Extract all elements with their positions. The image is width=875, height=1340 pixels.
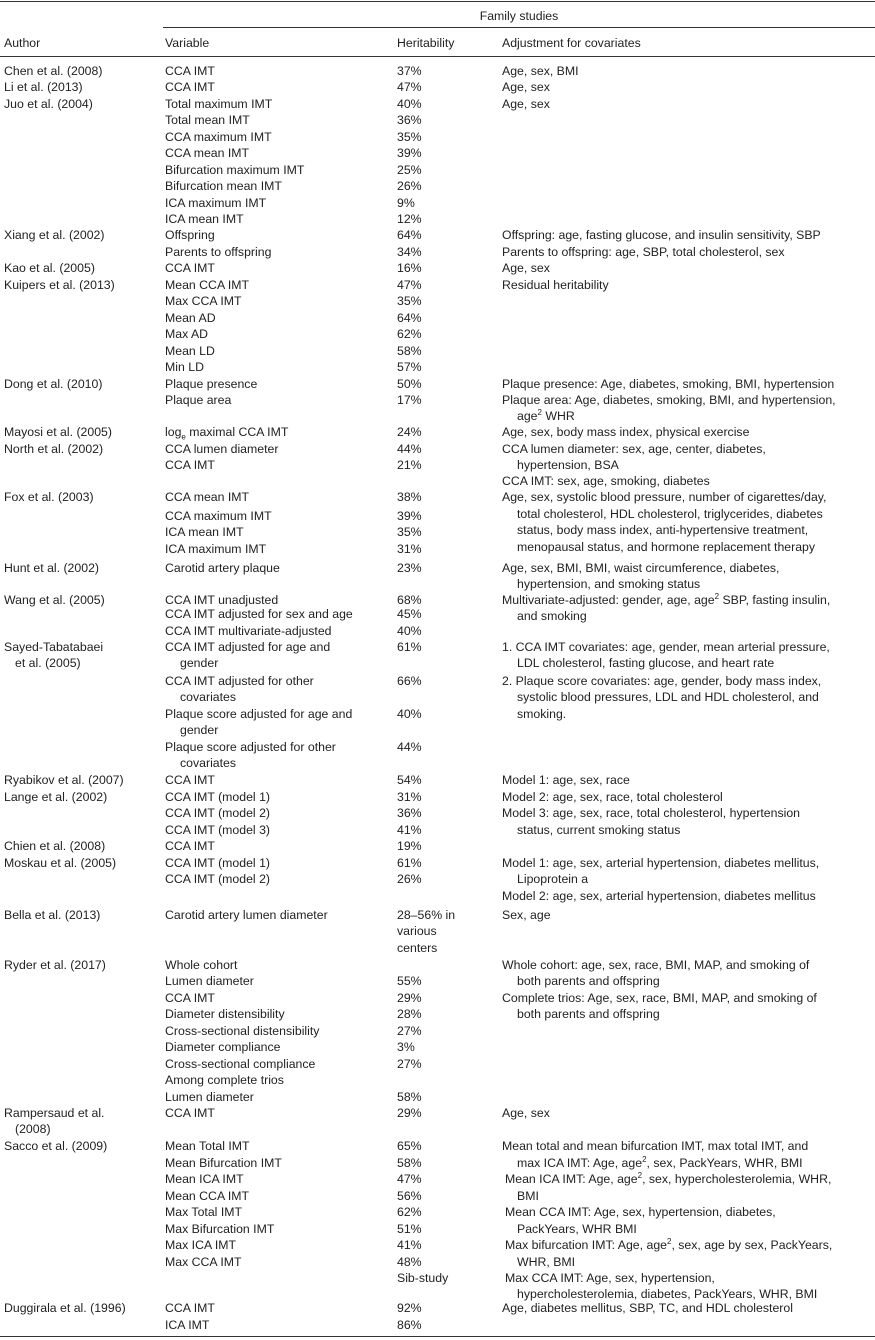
heritability-cell: 44% bbox=[397, 442, 422, 456]
heritability-cell: 65% bbox=[397, 1139, 422, 1153]
variable-cell: CCA IMT adjusted for age and bbox=[165, 640, 331, 654]
heritability-cell: 29% bbox=[397, 991, 422, 1005]
variable-cell: Parents to offspring bbox=[165, 245, 272, 259]
variable-cell: CCA IMT bbox=[165, 1106, 215, 1120]
adjustment-cell: Age, sex, BMI bbox=[502, 64, 579, 78]
adjustment-cell: Age, sex, body mass index, physical exercise bbox=[502, 425, 750, 439]
adjustment-cell: WHR, BMI bbox=[517, 1255, 576, 1269]
heritability-cell: 47% bbox=[397, 1172, 422, 1186]
variable-cell: CCA IMT (model 1) bbox=[165, 856, 271, 870]
variable-cell: CCA IMT unadjusted bbox=[165, 593, 279, 607]
heritability-cell: 16% bbox=[397, 261, 422, 275]
adjustment-cell: total cholesterol, HDL cholesterol, triglycerides, diabetes bbox=[517, 507, 823, 521]
variable-cell: Max CCA IMT bbox=[165, 294, 242, 308]
author-cell: (2008) bbox=[15, 1122, 51, 1136]
column-header-heritability: Heritability bbox=[397, 36, 455, 50]
heritability-cell: 21% bbox=[397, 458, 422, 472]
heritability-cell: 54% bbox=[397, 773, 422, 787]
heritability-cell: 40% bbox=[397, 97, 422, 111]
heritability-cell: 3% bbox=[397, 1040, 415, 1054]
adjustment-cell: BMI bbox=[517, 1189, 539, 1203]
heritability-cell: 47% bbox=[397, 278, 422, 292]
author-cell: North et al. (2002) bbox=[4, 442, 104, 456]
adjustment-cell: Parents to offspring: age, SBP, total cholesterol, sex bbox=[502, 245, 785, 259]
table-top-rule bbox=[0, 1, 875, 2]
heritability-cell: 35% bbox=[397, 130, 422, 144]
variable-cell: Cross-sectional distensibility bbox=[165, 1024, 320, 1038]
variable-cell: Plaque score adjusted for other bbox=[165, 740, 336, 754]
author-cell: Chien et al. (2008) bbox=[4, 839, 106, 853]
adjustment-cell: hypertension, BSA bbox=[517, 458, 619, 472]
adjustment-cell bbox=[505, 1171, 831, 1187]
variable-cell: CCA IMT (model 2) bbox=[165, 872, 271, 886]
author-cell: Wang et al. (2005) bbox=[4, 593, 105, 607]
heritability-cell: 64% bbox=[397, 228, 422, 242]
group-header: Family studies bbox=[479, 9, 559, 23]
variable-cell: covariates bbox=[180, 756, 237, 770]
variable-cell: Max AD bbox=[165, 327, 209, 341]
adjustment-cell bbox=[505, 1237, 832, 1253]
variable-cell: ICA maximum IMT bbox=[165, 196, 267, 210]
variable-cell: Diameter distensibility bbox=[165, 1007, 285, 1021]
adjustment-cell: hypertension, and smoking status bbox=[517, 577, 701, 591]
heritability-cell: 86% bbox=[397, 1318, 422, 1332]
variable-cell: CCA IMT bbox=[165, 458, 215, 472]
variable-cell: ICA mean IMT bbox=[165, 525, 244, 539]
heritability-cell: 41% bbox=[397, 823, 422, 837]
author-cell: Juo et al. (2004) bbox=[4, 97, 93, 111]
heritability-cell: 25% bbox=[397, 163, 422, 177]
author-cell: et al. (2005) bbox=[15, 656, 81, 670]
adjustment-cell: Age, diabetes mellitus, SBP, TC, and HDL cholesterol bbox=[502, 1301, 793, 1315]
heritability-cell: 62% bbox=[397, 327, 422, 341]
adjustment-cell: Mean CCA IMT: Age, sex, hypertension, diabetes, bbox=[505, 1205, 776, 1219]
squared-superscript: 2 bbox=[667, 1236, 672, 1246]
adjustment-cell: Mean total and mean bifurcation IMT, max total IMT, and bbox=[502, 1139, 809, 1153]
variable-cell: Bifurcation mean IMT bbox=[165, 179, 282, 193]
adjustment-cell: Residual heritability bbox=[502, 278, 609, 292]
heritability-cell: 36% bbox=[397, 113, 422, 127]
adjustment-cell: Age, sex bbox=[502, 97, 550, 111]
age-text: age bbox=[517, 409, 538, 423]
heritability-cell: 47% bbox=[397, 80, 422, 94]
adjustment-cell: Offspring: age, fasting glucose, and insulin sensitivity, SBP bbox=[502, 228, 821, 242]
adjustment-cell: systolic blood pressures, LDL and HDL cholesterol, and bbox=[517, 690, 819, 704]
variable-cell bbox=[165, 424, 288, 440]
author-cell: Dong et al. (2010) bbox=[4, 377, 103, 391]
heritability-cell: 12% bbox=[397, 212, 422, 226]
adjustment-cell: 2. Plaque score covariates: age, gender, body mass index, bbox=[502, 674, 822, 688]
variable-cell: CCA IMT (model 3) bbox=[165, 823, 271, 837]
heritability-cell: 26% bbox=[397, 872, 422, 886]
variable-cell: CCA mean IMT bbox=[165, 146, 250, 160]
adjustment-cell: Model 2: age, sex, arterial hypertension, diabetes mellitus bbox=[502, 889, 816, 903]
adjustment-cell: 1. CCA IMT covariates: age, gender, mean arterial pressure, bbox=[502, 640, 830, 654]
adjustment-cell: both parents and offspring bbox=[517, 974, 660, 988]
variable-cell: Total maximum IMT bbox=[165, 97, 273, 111]
variable-cell: Max ICA IMT bbox=[165, 1238, 237, 1252]
heritability-cell: 57% bbox=[397, 360, 422, 374]
adjustment-cell: Age, sex, systolic blood pressure, number of cigarettes/day, bbox=[502, 490, 827, 504]
adjustment-cell: Age, sex bbox=[502, 80, 550, 94]
adjustment-cell: Whole cohort: age, sex, race, BMI, MAP, and smoking of bbox=[502, 958, 810, 972]
variable-cell: Cross-sectional compliance bbox=[165, 1057, 316, 1071]
adjustment-cell: Model 1: age, sex, race bbox=[502, 773, 630, 787]
variable-cell: Among complete trios bbox=[165, 1073, 284, 1087]
variable-cell: CCA lumen diameter bbox=[165, 442, 279, 456]
heritability-cell: 58% bbox=[397, 344, 422, 358]
mean-ica-text: Mean ICA IMT: Age, age bbox=[505, 1172, 638, 1186]
heritability-cell: 19% bbox=[397, 839, 422, 853]
mean-ica-rest: , sex, hypercholesterolemia, WHR, bbox=[642, 1172, 832, 1186]
adjustment-cell: hypercholesterolemia, diabetes, PackYears, WHR, BMI bbox=[517, 1287, 818, 1301]
heritability-cell: 48% bbox=[397, 1255, 422, 1269]
variable-cell: Max Bifurcation IMT bbox=[165, 1222, 275, 1236]
adjustment-cell: Age, sex bbox=[502, 1106, 550, 1120]
adjustment-cell: and smoking bbox=[517, 609, 587, 623]
heritability-cell: 50% bbox=[397, 377, 422, 391]
heritability-cell: 23% bbox=[397, 561, 422, 575]
author-cell: Ryder et al. (2017) bbox=[4, 958, 106, 972]
variable-cell: Whole cohort bbox=[165, 958, 238, 972]
adjustment-cell: status, body mass index, anti-hypertensive treatment, bbox=[517, 523, 809, 537]
variable-cell: CCA IMT (model 2) bbox=[165, 806, 271, 820]
heritability-cell: 31% bbox=[397, 542, 422, 556]
variable-cell: CCA IMT multivariate-adjusted bbox=[165, 624, 332, 638]
heritability-cell: 27% bbox=[397, 1057, 422, 1071]
variable-cell: Mean LD bbox=[165, 344, 215, 358]
heritability-cell: 62% bbox=[397, 1205, 422, 1219]
author-cell: Fox et al. (2003) bbox=[4, 490, 94, 504]
squared-superscript: 2 bbox=[642, 1154, 647, 1164]
variable-cell: CCA maximum IMT bbox=[165, 509, 272, 523]
variable-cell: ICA mean IMT bbox=[165, 212, 244, 226]
variable-cell: Total mean IMT bbox=[165, 113, 250, 127]
variable-cell: CCA mean IMT bbox=[165, 490, 250, 504]
adjustment-cell: both parents and offspring bbox=[517, 1007, 660, 1021]
heritability-cell: 36% bbox=[397, 806, 422, 820]
variable-cell: Mean Bifurcation IMT bbox=[165, 1156, 282, 1170]
heritability-cell: 35% bbox=[397, 294, 422, 308]
adjustment-cell: Sex, age bbox=[502, 908, 551, 922]
variable-cell: CCA IMT bbox=[165, 80, 215, 94]
column-header-variable: Variable bbox=[165, 36, 210, 50]
variable-cell: CCA IMT bbox=[165, 1301, 215, 1315]
author-cell: Hunt et al. (2002) bbox=[4, 561, 100, 575]
heritability-cell: 66% bbox=[397, 674, 422, 688]
adjustment-cell bbox=[517, 408, 575, 424]
author-cell: Kuipers et al. (2013) bbox=[4, 278, 115, 292]
variable-cell: Lumen diameter bbox=[165, 1090, 254, 1104]
heritability-cell: 28–56% in bbox=[397, 908, 456, 922]
variable-cell: Mean Total IMT bbox=[165, 1139, 250, 1153]
heritability-cell: 34% bbox=[397, 245, 422, 259]
heritability-cell: 45% bbox=[397, 607, 422, 621]
max-bifurcation-text: Max bifurcation IMT: Age, age bbox=[505, 1238, 667, 1252]
adjustment-cell: Model 3: age, sex, race, total cholesterol, hypertension bbox=[502, 806, 801, 820]
adjustment-cell: CCA lumen diameter: sex, age, center, diabetes, bbox=[502, 442, 766, 456]
adjustment-cell bbox=[517, 1155, 803, 1171]
adjustment-cell: Age, sex, BMI, BMI, waist circumference, diabetes, bbox=[502, 561, 780, 575]
heritability-cell: 61% bbox=[397, 856, 422, 870]
heritability-cell: 40% bbox=[397, 707, 422, 721]
variable-cell: CCA IMT bbox=[165, 991, 215, 1005]
author-cell: Mayosi et al. (2005) bbox=[4, 425, 112, 439]
adjustment-cell: Complete trios: Age, sex, race, BMI, MAP, and smoking of bbox=[502, 991, 817, 1005]
table-bottom-rule bbox=[0, 1336, 875, 1337]
variable-cell: Diameter compliance bbox=[165, 1040, 281, 1054]
variable-cell: Mean CCA IMT bbox=[165, 1189, 250, 1203]
adjustment-cell: Model 2: age, sex, race, total cholesterol bbox=[502, 790, 723, 804]
author-cell: Chen et al. (2008) bbox=[4, 64, 103, 78]
adjustment-cell: status, current smoking status bbox=[517, 823, 681, 837]
heritability-cell: 61% bbox=[397, 640, 422, 654]
max-bifurcation-rest: , sex, age by sex, PackYears, bbox=[671, 1238, 833, 1252]
author-cell: Xiang et al. (2002) bbox=[4, 228, 105, 242]
heritability-cell: 55% bbox=[397, 974, 422, 988]
heritability-cell: 29% bbox=[397, 1106, 422, 1120]
heritability-cell: centers bbox=[397, 941, 438, 955]
author-cell: Rampersaud et al. bbox=[4, 1106, 105, 1120]
adjustment-cell: LDL cholesterol, fasting glucose, and heart rate bbox=[517, 656, 775, 670]
variable-cell: CCA IMT bbox=[165, 773, 215, 787]
variable-cell: Mean ICA IMT bbox=[165, 1172, 244, 1186]
heritability-cell: 39% bbox=[397, 146, 422, 160]
author-cell: Sayed-Tabatabaei bbox=[4, 640, 104, 654]
variable-cell: Plaque score adjusted for age and bbox=[165, 707, 353, 721]
heritability-cell: 27% bbox=[397, 1024, 422, 1038]
variable-cell: CCA IMT (model 1) bbox=[165, 790, 271, 804]
heritability-cell: Sib-study bbox=[397, 1271, 449, 1285]
multivariate-rest: SBP, fasting insulin, bbox=[719, 593, 831, 607]
header-bottom-rule bbox=[0, 56, 875, 57]
heritability-cell: 41% bbox=[397, 1238, 422, 1252]
variable-cell: Mean CCA IMT bbox=[165, 278, 250, 292]
column-header-adjustment: Adjustment for covariates bbox=[502, 36, 641, 50]
heritability-cell: 24% bbox=[397, 425, 422, 439]
variable-cell: Max Total IMT bbox=[165, 1205, 242, 1219]
variable-cell: Offspring bbox=[165, 228, 215, 242]
heritability-cell: 40% bbox=[397, 624, 422, 638]
author-cell: Lange et al. (2002) bbox=[4, 790, 108, 804]
adjustment-cell: Lipoprotein a bbox=[517, 872, 589, 886]
variable-cell: Lumen diameter bbox=[165, 974, 254, 988]
variable-cell: covariates bbox=[180, 690, 237, 704]
heritability-cell: 31% bbox=[397, 790, 422, 804]
adjustment-cell: CCA IMT: sex, age, smoking, diabetes bbox=[502, 474, 710, 488]
variable-cell: Carotid artery lumen diameter bbox=[165, 908, 328, 922]
adjustment-cell: menopausal status, and hormone replacement therapy bbox=[517, 540, 816, 554]
variable-cell: CCA maximum IMT bbox=[165, 130, 272, 144]
variable-cell: Mean AD bbox=[165, 311, 216, 325]
column-header-author: Author bbox=[4, 36, 41, 50]
adjustment-cell: Plaque area: Age, diabetes, smoking, BMI, and hypertension, bbox=[502, 393, 836, 407]
adjustment-cell: PackYears, WHR BMI bbox=[517, 1222, 637, 1236]
log-base-subscript: e bbox=[181, 432, 186, 442]
variable-cell: Min LD bbox=[165, 360, 204, 374]
squared-superscript: 2 bbox=[537, 407, 542, 417]
adjustment-cell: Max CCA IMT: Age, sex, hypertension, bbox=[505, 1271, 715, 1285]
heritability-cell: 92% bbox=[397, 1301, 422, 1315]
heritability-cell: 51% bbox=[397, 1222, 422, 1236]
log-remainder: maximal CCA IMT bbox=[185, 425, 289, 439]
variable-cell: gender bbox=[180, 656, 219, 670]
variable-cell: CCA IMT adjusted for other bbox=[165, 674, 314, 688]
variable-cell: CCA IMT bbox=[165, 839, 215, 853]
heritability-cell: 44% bbox=[397, 740, 422, 754]
heritability-cell: various bbox=[397, 924, 437, 938]
multivariate-text: Multivariate-adjusted: gender, age, age bbox=[502, 593, 715, 607]
variable-cell: ICA IMT bbox=[165, 1318, 210, 1332]
author-cell: Duggirala et al. (1996) bbox=[4, 1301, 126, 1315]
variable-cell: Max CCA IMT bbox=[165, 1255, 242, 1269]
author-cell: Li et al. (2013) bbox=[4, 80, 83, 94]
author-cell: Kao et al. (2005) bbox=[4, 261, 95, 275]
variable-cell: Carotid artery plaque bbox=[165, 561, 280, 575]
heritability-cell: 58% bbox=[397, 1156, 422, 1170]
heritability-cell: 28% bbox=[397, 1007, 422, 1021]
variable-cell: ICA maximum IMT bbox=[165, 542, 267, 556]
variable-cell: CCA IMT adjusted for sex and age bbox=[165, 607, 353, 621]
variable-cell: Bifurcation maximum IMT bbox=[165, 163, 305, 177]
variable-cell: Plaque area bbox=[165, 393, 232, 407]
variable-cell: CCA IMT bbox=[165, 64, 215, 78]
heritability-cell: 38% bbox=[397, 490, 422, 504]
adjustment-cell: Model 1: age, sex, arterial hypertension, diabetes mellitus, bbox=[502, 856, 820, 870]
whr-text: WHR bbox=[541, 409, 575, 423]
author-cell: Ryabikov et al. (2007) bbox=[4, 773, 124, 787]
heritability-cell: 39% bbox=[397, 509, 422, 523]
adjustment-cell: Plaque presence: Age, diabetes, smoking, BMI, hypertension bbox=[502, 377, 835, 391]
max-ica-text: max ICA IMT: Age, age bbox=[517, 1156, 643, 1170]
squared-superscript: 2 bbox=[714, 591, 720, 601]
author-cell: Sacco et al. (2009) bbox=[4, 1139, 108, 1153]
adjustment-cell: smoking. bbox=[517, 707, 567, 721]
author-cell: Moskau et al. (2005) bbox=[4, 856, 117, 870]
adjustment-cell: Age, sex bbox=[502, 261, 550, 275]
heritability-cell: 56% bbox=[397, 1189, 422, 1203]
group-header-rule bbox=[163, 27, 875, 28]
variable-cell: gender bbox=[180, 723, 219, 737]
heritability-cell: 9% bbox=[397, 196, 415, 210]
squared-superscript: 2 bbox=[637, 1170, 643, 1180]
heritability-cell: 64% bbox=[397, 311, 422, 325]
log-label: log bbox=[165, 425, 182, 439]
max-ica-rest: , sex, PackYears, WHR, BMI bbox=[646, 1156, 803, 1170]
heritability-cell: 17% bbox=[397, 393, 422, 407]
heritability-cell: 58% bbox=[397, 1090, 422, 1104]
author-cell: Bella et al. (2013) bbox=[4, 908, 101, 922]
heritability-cell: 68% bbox=[397, 593, 422, 607]
heritability-cell: 35% bbox=[397, 525, 422, 539]
heritability-cell: 37% bbox=[397, 64, 422, 78]
variable-cell: CCA IMT bbox=[165, 261, 215, 275]
heritability-cell: 26% bbox=[397, 179, 422, 193]
adjustment-cell bbox=[502, 592, 830, 608]
variable-cell: Plaque presence bbox=[165, 377, 258, 391]
